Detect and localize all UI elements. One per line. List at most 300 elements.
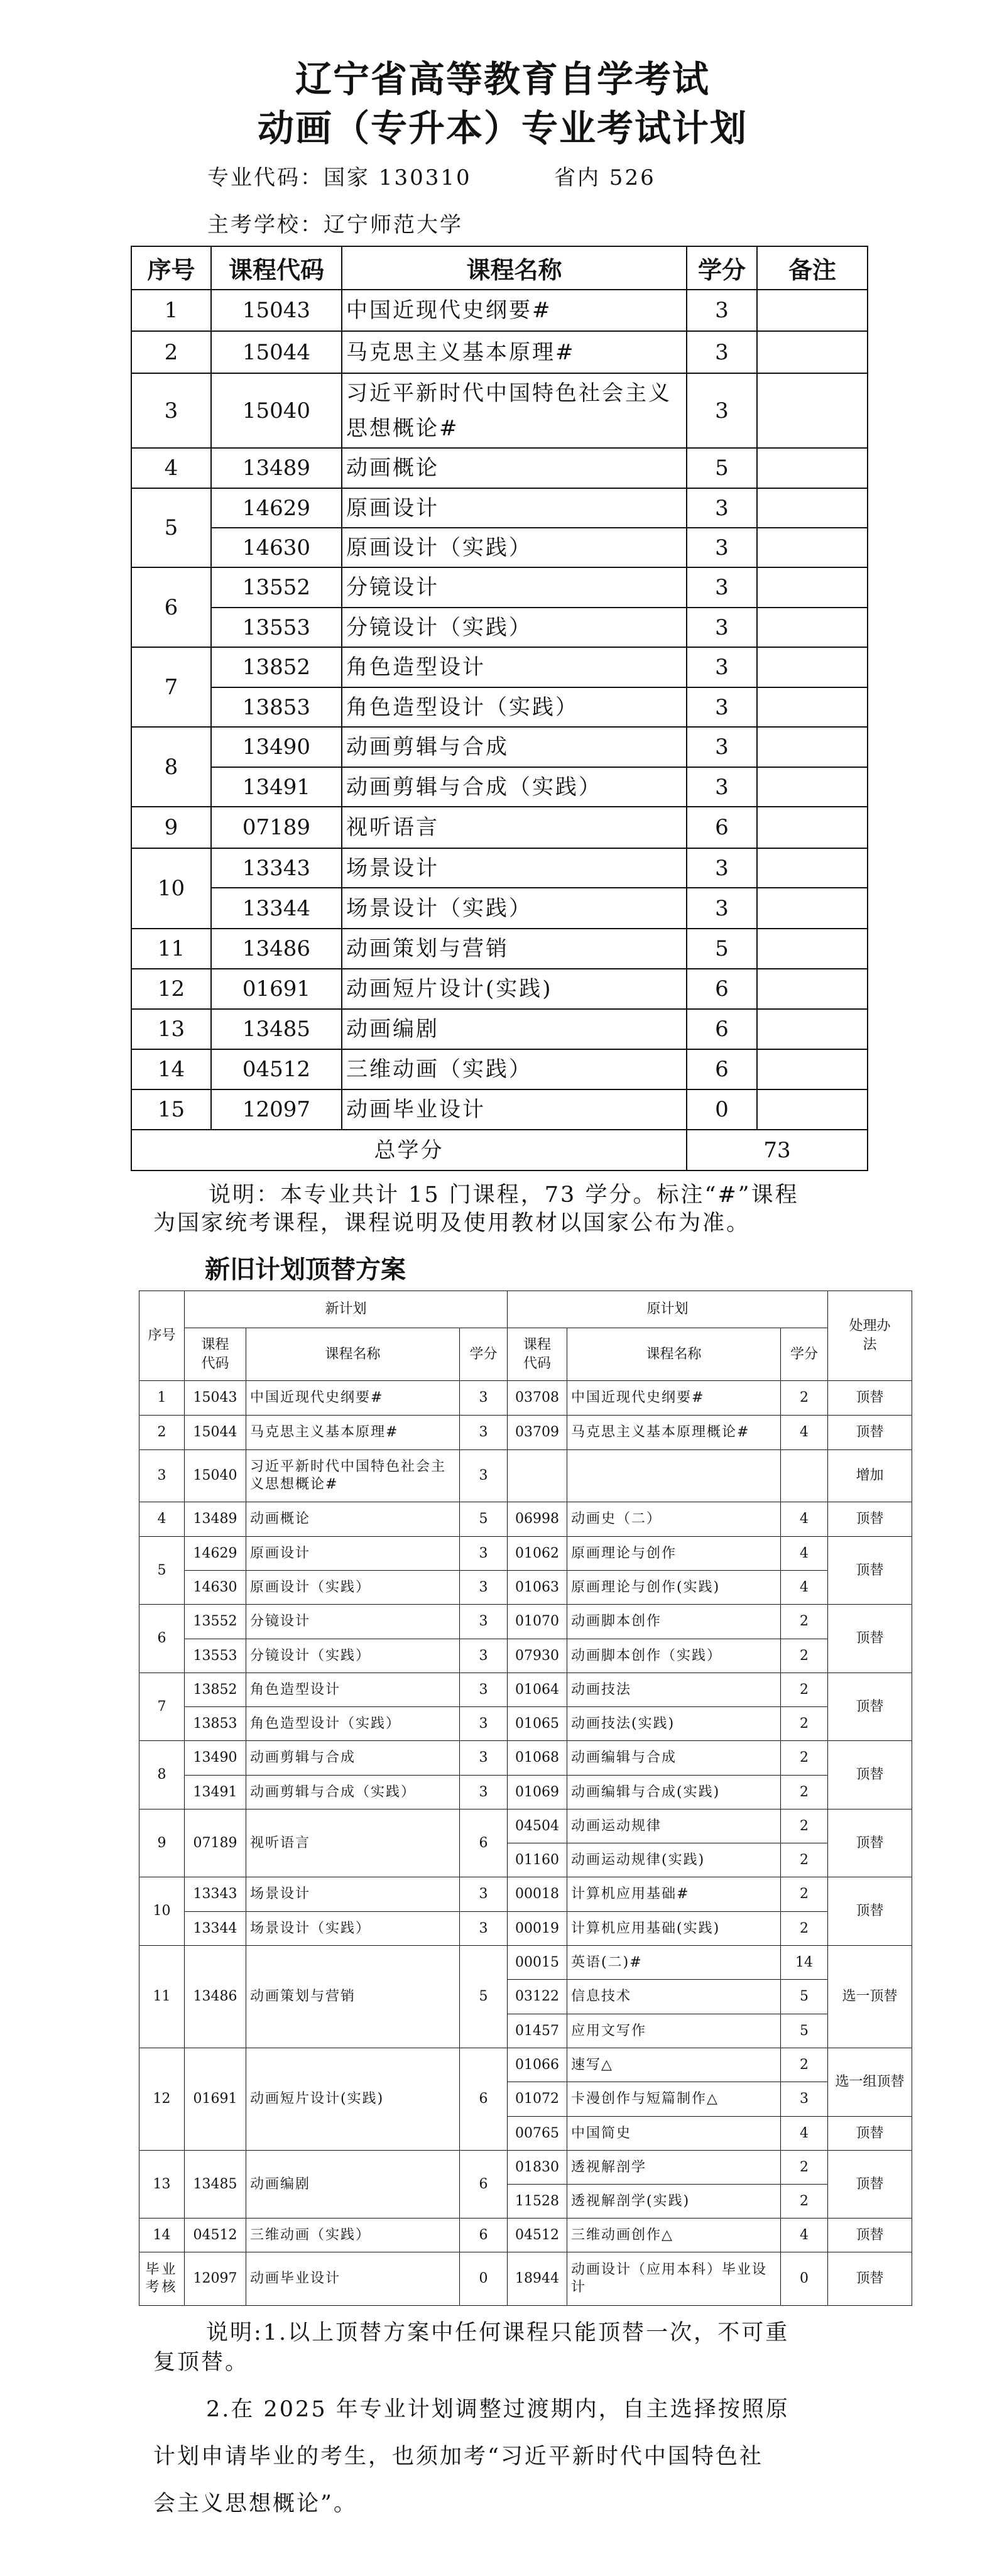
replacement-note-1-line2: 复顶替。 bbox=[153, 2350, 249, 2375]
old-course-credit: 2 bbox=[781, 1741, 828, 1776]
course-code: 13343 bbox=[211, 848, 342, 888]
header-old-code: 课程代码 bbox=[508, 1328, 567, 1381]
row-no: 5 bbox=[139, 1537, 185, 1605]
table-row bbox=[131, 767, 868, 807]
old-course-code: 07930 bbox=[508, 1639, 567, 1673]
old-course-credit: 5 bbox=[781, 1980, 828, 2014]
table-row bbox=[131, 969, 868, 1009]
old-course-name: 原画理论与创作(实践) bbox=[567, 1571, 781, 1605]
old-course-name: 计算机应用基础# bbox=[567, 1877, 781, 1912]
old-course-name: 英语(二)# bbox=[567, 1946, 781, 1980]
row-no: 15 bbox=[131, 1089, 211, 1130]
old-course-name: 原画理论与创作 bbox=[567, 1537, 781, 1571]
course-credit: 6 bbox=[687, 1009, 757, 1049]
course-credit: 3 bbox=[687, 888, 757, 929]
new-course-name: 原画设计（实践） bbox=[246, 1571, 460, 1605]
course-credit: 3 bbox=[687, 488, 757, 528]
table-row bbox=[131, 807, 868, 848]
total-value: 73 bbox=[687, 1130, 868, 1171]
old-course-code: 01062 bbox=[508, 1537, 567, 1571]
course-credit: 6 bbox=[687, 1049, 757, 1089]
new-course-code: 15044 bbox=[185, 1416, 246, 1450]
row-no: 7 bbox=[139, 1673, 185, 1741]
course-code: 13853 bbox=[211, 687, 342, 727]
new-course-credit: 3 bbox=[460, 1707, 508, 1741]
course-credit: 3 bbox=[687, 687, 757, 727]
course-remark bbox=[757, 727, 868, 767]
course-name: 动画策划与营销 bbox=[342, 929, 687, 969]
table-row bbox=[131, 290, 868, 331]
new-course-code: 14629 bbox=[185, 1537, 246, 1571]
old-course-name: 动画史（二） bbox=[567, 1502, 781, 1537]
new-course-name: 动画策划与营销 bbox=[246, 1946, 460, 2048]
old-course-credit: 3 bbox=[781, 2082, 828, 2117]
course-name: 动画毕业设计 bbox=[342, 1089, 687, 1130]
table-row bbox=[131, 848, 868, 888]
method: 顶替 bbox=[828, 2117, 912, 2151]
method: 顶替 bbox=[828, 2151, 912, 2219]
old-course-code: 00765 bbox=[508, 2117, 567, 2151]
course-code: 15044 bbox=[211, 331, 342, 373]
course-name: 场景设计（实践） bbox=[342, 888, 687, 929]
course-code: 14630 bbox=[211, 528, 342, 567]
course-remark bbox=[757, 448, 868, 488]
table-row bbox=[131, 929, 868, 969]
row-no: 11 bbox=[131, 929, 211, 969]
course-remark bbox=[757, 848, 868, 888]
table-row bbox=[131, 567, 868, 608]
new-course-name: 动画概论 bbox=[246, 1502, 460, 1537]
header-credit: 学分 bbox=[687, 246, 757, 290]
new-course-name: 习近平新时代中国特色社会主义思想概论# bbox=[246, 1450, 460, 1502]
course-credit: 3 bbox=[687, 331, 757, 373]
old-course-name: 三维动画创作△ bbox=[567, 2219, 781, 2252]
old-course-name: 动画编辑与合成 bbox=[567, 1741, 781, 1776]
course-credit: 3 bbox=[687, 647, 757, 687]
course-remark bbox=[757, 608, 868, 647]
row-no: 12 bbox=[139, 2048, 185, 2151]
replacement-note-1-line1: 说明:1.以上顶替方案中任何课程只能顶替一次，不可重 bbox=[206, 2320, 790, 2345]
table-row bbox=[139, 2219, 912, 2252]
old-course-name: 动画脚本创作 bbox=[567, 1605, 781, 1639]
course-credit: 3 bbox=[687, 567, 757, 608]
table-row bbox=[131, 1089, 868, 1130]
old-course-code: 03709 bbox=[508, 1416, 567, 1450]
row-no: 9 bbox=[139, 1809, 185, 1877]
course-code: 15040 bbox=[211, 373, 342, 448]
old-course-credit: 2 bbox=[781, 1843, 828, 1877]
new-course-code: 01691 bbox=[185, 2048, 246, 2151]
course-name: 中国近现代史纲要# bbox=[342, 290, 687, 331]
course-credit: 6 bbox=[687, 969, 757, 1009]
course-remark bbox=[757, 290, 868, 331]
old-course-name: 动画运动规律(实践) bbox=[567, 1843, 781, 1877]
course-credit: 3 bbox=[687, 727, 757, 767]
course-credit: 3 bbox=[687, 767, 757, 807]
table-row bbox=[139, 2151, 912, 2185]
old-course-credit: 2 bbox=[781, 1381, 828, 1416]
course-name: 动画编剧 bbox=[342, 1009, 687, 1049]
new-course-credit: 0 bbox=[460, 2252, 508, 2306]
table-row bbox=[139, 1809, 912, 1843]
course-name: 动画剪辑与合成（实践） bbox=[342, 767, 687, 807]
old-course-code bbox=[508, 1450, 567, 1502]
header-old-name: 课程名称 bbox=[567, 1328, 781, 1381]
course-code: 12097 bbox=[211, 1089, 342, 1130]
old-course-code: 01066 bbox=[508, 2048, 567, 2082]
course-code: 13486 bbox=[211, 929, 342, 969]
course-remark bbox=[757, 1089, 868, 1130]
course-name: 角色造型设计 bbox=[342, 647, 687, 687]
old-course-name: 动画编辑与合成(实践) bbox=[567, 1776, 781, 1809]
old-course-code: 01068 bbox=[508, 1741, 567, 1776]
table-row bbox=[131, 647, 868, 687]
new-course-credit: 3 bbox=[460, 1877, 508, 1912]
table-row bbox=[131, 448, 868, 488]
old-course-code: 03708 bbox=[508, 1381, 567, 1416]
row-no: 11 bbox=[139, 1946, 185, 2048]
old-course-credit: 2 bbox=[781, 2185, 828, 2219]
major-code: 专业代码：国家 130310 bbox=[207, 165, 472, 190]
new-course-credit: 3 bbox=[460, 1605, 508, 1639]
table-row bbox=[139, 1946, 912, 1980]
header-code: 课程代码 bbox=[211, 246, 342, 290]
total-label: 总学分 bbox=[131, 1130, 687, 1171]
new-course-name: 动画毕业设计 bbox=[246, 2252, 460, 2306]
new-course-name: 角色造型设计（实践） bbox=[246, 1707, 460, 1741]
table-row bbox=[139, 1450, 912, 1502]
old-course-name: 透视解剖学(实践) bbox=[567, 2185, 781, 2219]
new-course-credit: 3 bbox=[460, 1416, 508, 1450]
table-row bbox=[139, 1605, 912, 1639]
old-course-code: 04512 bbox=[508, 2219, 567, 2252]
new-course-credit: 6 bbox=[460, 2219, 508, 2252]
new-course-name: 三维动画（实践） bbox=[246, 2219, 460, 2252]
course-remark bbox=[757, 373, 868, 448]
new-course-name: 分镜设计 bbox=[246, 1605, 460, 1639]
course-credit: 3 bbox=[687, 848, 757, 888]
replacement-table-body bbox=[139, 1381, 912, 2306]
old-course-credit: 5 bbox=[781, 2014, 828, 2048]
new-course-credit: 3 bbox=[460, 1776, 508, 1809]
old-course-credit: 2 bbox=[781, 1605, 828, 1639]
table-row bbox=[139, 1707, 912, 1741]
new-course-credit: 3 bbox=[460, 1571, 508, 1605]
course-remark bbox=[757, 807, 868, 848]
course-remark bbox=[757, 331, 868, 373]
new-course-code: 12097 bbox=[185, 2252, 246, 2306]
new-course-name: 动画剪辑与合成 bbox=[246, 1741, 460, 1776]
total-row bbox=[131, 1130, 868, 1171]
new-course-credit: 6 bbox=[460, 2048, 508, 2151]
old-course-code: 00015 bbox=[508, 1946, 567, 1980]
row-no: 7 bbox=[131, 647, 211, 727]
course-remark bbox=[757, 687, 868, 727]
old-course-code: 01457 bbox=[508, 2014, 567, 2048]
new-course-name: 动画短片设计(实践) bbox=[246, 2048, 460, 2151]
old-course-code: 01063 bbox=[508, 1571, 567, 1605]
table-row bbox=[139, 2048, 912, 2082]
row-no: 6 bbox=[139, 1605, 185, 1673]
course-name: 分镜设计（实践） bbox=[342, 608, 687, 647]
table-row bbox=[139, 1673, 912, 1707]
old-course-name: 应用文写作 bbox=[567, 2014, 781, 2048]
table-row bbox=[139, 1537, 912, 1571]
new-course-credit: 3 bbox=[460, 1673, 508, 1707]
old-course-code: 11528 bbox=[508, 2185, 567, 2219]
course-name: 原画设计（实践） bbox=[342, 528, 687, 567]
document-title-line1: 辽宁省高等教育自学考试 bbox=[295, 58, 711, 101]
new-course-credit: 5 bbox=[460, 1946, 508, 2048]
row-no: 3 bbox=[131, 373, 211, 448]
method: 顶替 bbox=[828, 1673, 912, 1741]
method: 顶替 bbox=[828, 1416, 912, 1450]
replacement-header-row2 bbox=[139, 1328, 912, 1381]
old-course-code: 01065 bbox=[508, 1707, 567, 1741]
new-course-code: 07189 bbox=[185, 1809, 246, 1877]
new-course-code: 15043 bbox=[185, 1381, 246, 1416]
table-row bbox=[139, 1571, 912, 1605]
new-course-code: 14630 bbox=[185, 1571, 246, 1605]
old-course-name: 动画设计（应用本科）毕业设计 bbox=[567, 2252, 781, 2306]
new-course-code: 13553 bbox=[185, 1639, 246, 1673]
table-row bbox=[139, 1639, 912, 1673]
old-course-name: 动画运动规律 bbox=[567, 1809, 781, 1843]
old-course-code: 01160 bbox=[508, 1843, 567, 1877]
method: 选一组顶替 bbox=[828, 2048, 912, 2117]
row-no: 8 bbox=[139, 1741, 185, 1809]
method: 选一顶替 bbox=[828, 1946, 912, 2048]
row-no: 毕业考核 bbox=[139, 2252, 185, 2306]
course-code: 13553 bbox=[211, 608, 342, 647]
course-name: 场景设计 bbox=[342, 848, 687, 888]
old-course-code: 01064 bbox=[508, 1673, 567, 1707]
course-credit: 3 bbox=[687, 528, 757, 567]
old-course-name: 计算机应用基础(实践) bbox=[567, 1912, 781, 1946]
old-course-name bbox=[567, 1450, 781, 1502]
row-no: 9 bbox=[131, 807, 211, 848]
old-course-name: 速写△ bbox=[567, 2048, 781, 2082]
row-no: 12 bbox=[131, 969, 211, 1009]
new-course-name: 场景设计（实践） bbox=[246, 1912, 460, 1946]
course-remark bbox=[757, 969, 868, 1009]
old-course-credit: 4 bbox=[781, 1537, 828, 1571]
new-course-credit: 3 bbox=[460, 1639, 508, 1673]
old-course-code: 06998 bbox=[508, 1502, 567, 1537]
method: 顶替 bbox=[828, 1502, 912, 1537]
new-course-name: 原画设计 bbox=[246, 1537, 460, 1571]
course-remark bbox=[757, 929, 868, 969]
row-no: 2 bbox=[139, 1416, 185, 1450]
old-course-name: 动画脚本创作（实践） bbox=[567, 1639, 781, 1673]
old-course-name: 中国近现代史纲要# bbox=[567, 1381, 781, 1416]
course-name: 习近平新时代中国特色社会主义思想概论# bbox=[342, 373, 687, 448]
header-new-credit: 学分 bbox=[460, 1328, 508, 1381]
course-credit: 3 bbox=[687, 290, 757, 331]
row-no: 8 bbox=[131, 727, 211, 807]
row-no: 13 bbox=[139, 2151, 185, 2219]
table-row bbox=[139, 1776, 912, 1809]
plan-note-line1: 说明：本专业共计 15 门课程，73 学分。标注“#”课程 bbox=[209, 1182, 799, 1208]
table-row bbox=[139, 1502, 912, 1537]
row-no: 1 bbox=[139, 1381, 185, 1416]
course-remark bbox=[757, 767, 868, 807]
method: 增加 bbox=[828, 1450, 912, 1502]
table-row bbox=[139, 1416, 912, 1450]
replacement-table bbox=[139, 1291, 912, 2306]
replacement-note-2-line2: 计划申请毕业的考生，也须加考“习近平新时代中国特色社 bbox=[153, 2444, 763, 2469]
row-no: 14 bbox=[131, 1049, 211, 1089]
old-course-credit: 2 bbox=[781, 2048, 828, 2082]
row-no: 14 bbox=[139, 2219, 185, 2252]
row-no: 13 bbox=[131, 1009, 211, 1049]
new-course-name: 动画编剧 bbox=[246, 2151, 460, 2219]
row-no: 10 bbox=[139, 1877, 185, 1946]
course-remark bbox=[757, 1009, 868, 1049]
new-course-code: 13489 bbox=[185, 1502, 246, 1537]
new-course-name: 动画剪辑与合成（实践） bbox=[246, 1776, 460, 1809]
old-course-code: 04504 bbox=[508, 1809, 567, 1843]
course-name: 分镜设计 bbox=[342, 567, 687, 608]
replacement-note-2-line1: 2.在 2025 年专业计划调整过渡期内，自主选择按照原 bbox=[206, 2397, 790, 2422]
old-course-code: 18944 bbox=[508, 2252, 567, 2306]
course-name: 原画设计 bbox=[342, 488, 687, 528]
row-no: 4 bbox=[139, 1502, 185, 1537]
new-course-credit: 3 bbox=[460, 1537, 508, 1571]
method: 顶替 bbox=[828, 1537, 912, 1605]
old-course-code: 01069 bbox=[508, 1776, 567, 1809]
province-code: 省内 526 bbox=[554, 165, 656, 190]
old-course-credit: 2 bbox=[781, 1809, 828, 1843]
table-row bbox=[139, 1877, 912, 1912]
method: 顶替 bbox=[828, 1381, 912, 1416]
old-course-credit: 4 bbox=[781, 1502, 828, 1537]
new-course-credit: 3 bbox=[460, 1381, 508, 1416]
method: 顶替 bbox=[828, 2219, 912, 2252]
exam-school: 主考学校：辽宁师范大学 bbox=[207, 212, 463, 237]
table-row bbox=[139, 1381, 912, 1416]
old-course-credit: 2 bbox=[781, 2151, 828, 2185]
table-row bbox=[131, 331, 868, 373]
header-remark: 备注 bbox=[757, 246, 868, 290]
old-course-code: 00019 bbox=[508, 1912, 567, 1946]
header-name: 课程名称 bbox=[342, 246, 687, 290]
old-course-code: 03122 bbox=[508, 1980, 567, 2014]
course-code: 13485 bbox=[211, 1009, 342, 1049]
old-course-credit: 4 bbox=[781, 2117, 828, 2151]
table-row bbox=[139, 1912, 912, 1946]
old-course-credit: 0 bbox=[781, 2252, 828, 2306]
new-course-credit: 3 bbox=[460, 1450, 508, 1502]
table-row bbox=[131, 888, 868, 929]
course-remark bbox=[757, 647, 868, 687]
new-course-code: 13485 bbox=[185, 2151, 246, 2219]
new-course-code: 13852 bbox=[185, 1673, 246, 1707]
old-course-credit: 2 bbox=[781, 1912, 828, 1946]
course-remark bbox=[757, 888, 868, 929]
new-course-name: 角色造型设计 bbox=[246, 1673, 460, 1707]
document-title-line2: 动画（专升本）专业考试计划 bbox=[258, 107, 748, 150]
course-name: 动画短片设计(实践) bbox=[342, 969, 687, 1009]
plan-table bbox=[131, 246, 868, 1171]
course-remark bbox=[757, 1049, 868, 1089]
new-course-name: 中国近现代史纲要# bbox=[246, 1381, 460, 1416]
old-course-credit: 2 bbox=[781, 1877, 828, 1912]
new-course-name: 场景设计 bbox=[246, 1877, 460, 1912]
course-remark bbox=[757, 567, 868, 608]
table-row bbox=[139, 1741, 912, 1776]
replacement-title: 新旧计划顶替方案 bbox=[205, 1255, 406, 1284]
table-row bbox=[139, 2252, 912, 2306]
new-course-code: 15040 bbox=[185, 1450, 246, 1502]
course-credit: 5 bbox=[687, 448, 757, 488]
header-method: 处理办法 bbox=[828, 1291, 912, 1381]
old-course-code: 01072 bbox=[508, 2082, 567, 2117]
plan-table-header bbox=[131, 246, 868, 290]
row-no: 4 bbox=[131, 448, 211, 488]
new-course-name: 视听语言 bbox=[246, 1809, 460, 1877]
new-course-code: 13344 bbox=[185, 1912, 246, 1946]
row-no: 3 bbox=[139, 1450, 185, 1502]
course-credit: 3 bbox=[687, 373, 757, 448]
new-course-code: 13552 bbox=[185, 1605, 246, 1639]
table-row bbox=[131, 488, 868, 528]
course-code: 07189 bbox=[211, 807, 342, 848]
new-course-code: 13486 bbox=[185, 1946, 246, 2048]
old-course-code: 01070 bbox=[508, 1605, 567, 1639]
header-new-code: 课程代码 bbox=[185, 1328, 246, 1381]
course-credit: 5 bbox=[687, 929, 757, 969]
row-no: 2 bbox=[131, 331, 211, 373]
old-course-name: 中国简史 bbox=[567, 2117, 781, 2151]
course-name: 角色造型设计（实践） bbox=[342, 687, 687, 727]
header-new-name: 课程名称 bbox=[246, 1328, 460, 1381]
replacement-header-row1 bbox=[139, 1291, 912, 1328]
old-course-name: 卡漫创作与短篇制作△ bbox=[567, 2082, 781, 2117]
course-code: 13491 bbox=[211, 767, 342, 807]
course-code: 13489 bbox=[211, 448, 342, 488]
old-course-credit: 4 bbox=[781, 1571, 828, 1605]
table-row bbox=[131, 373, 868, 448]
method: 顶替 bbox=[828, 1877, 912, 1946]
course-code: 01691 bbox=[211, 969, 342, 1009]
row-no: 5 bbox=[131, 488, 211, 567]
new-course-name: 马克思主义基本原理# bbox=[246, 1416, 460, 1450]
table-row bbox=[131, 528, 868, 567]
row-no: 10 bbox=[131, 848, 211, 929]
method: 顶替 bbox=[828, 1809, 912, 1877]
method: 顶替 bbox=[828, 2252, 912, 2306]
course-code: 13552 bbox=[211, 567, 342, 608]
course-remark bbox=[757, 528, 868, 567]
course-name: 动画概论 bbox=[342, 448, 687, 488]
course-name: 三维动画（实践） bbox=[342, 1049, 687, 1089]
new-course-credit: 6 bbox=[460, 1809, 508, 1877]
new-course-code: 13343 bbox=[185, 1877, 246, 1912]
old-course-credit: 2 bbox=[781, 1639, 828, 1673]
old-course-credit bbox=[781, 1450, 828, 1502]
new-course-credit: 3 bbox=[460, 1741, 508, 1776]
old-course-name: 透视解剖学 bbox=[567, 2151, 781, 2185]
old-course-credit: 4 bbox=[781, 2219, 828, 2252]
header-old-credit: 学分 bbox=[781, 1328, 828, 1381]
header-no: 序号 bbox=[139, 1291, 185, 1381]
course-code: 15043 bbox=[211, 290, 342, 331]
course-remark bbox=[757, 488, 868, 528]
old-course-name: 信息技术 bbox=[567, 1980, 781, 2014]
table-row bbox=[131, 608, 868, 647]
course-code: 13490 bbox=[211, 727, 342, 767]
